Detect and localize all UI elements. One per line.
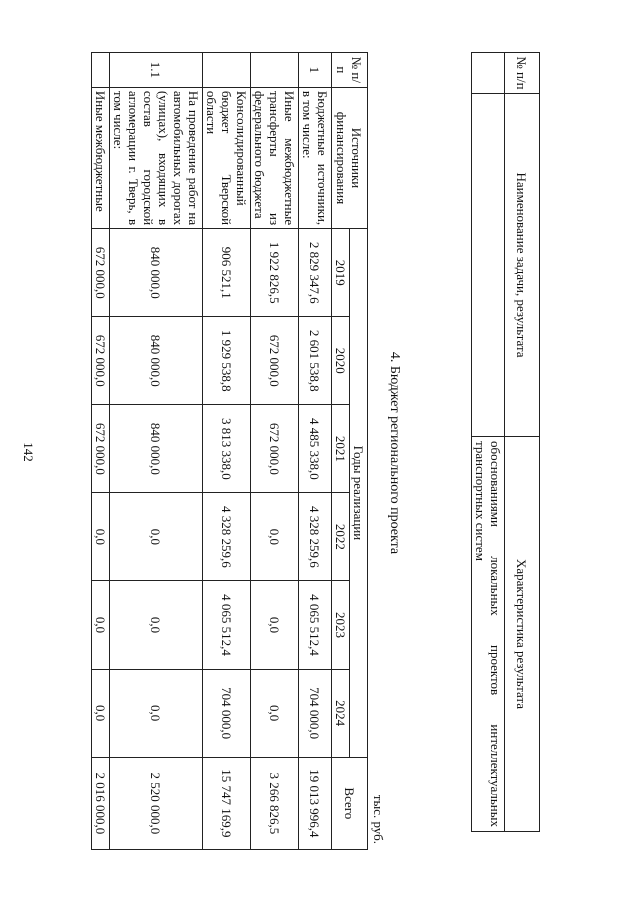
budget-cell-value: 672 000,0	[92, 316, 110, 404]
budget-cell-source: Иные межбюджетные	[92, 87, 110, 228]
budget-row	[299, 52, 332, 849]
budget-cell-value: 4 065 512,4	[299, 580, 332, 668]
budget-row	[203, 52, 251, 849]
results-cell-task	[472, 93, 505, 436]
budget-cell-num: 1	[299, 52, 332, 87]
results-table	[471, 52, 540, 832]
budget-cell-num	[203, 52, 251, 87]
budget-header-year: 2019	[332, 228, 350, 316]
budget-cell-value: 672 000,0	[92, 404, 110, 492]
budget-cell-value: 672 000,0	[251, 316, 299, 404]
budget-header-year: 2023	[332, 580, 350, 668]
budget-cell-value: 0,0	[251, 580, 299, 668]
unit-label: тыс. руб.	[371, 794, 386, 844]
budget-cell-num: 1.1	[110, 52, 203, 87]
budget-cell-value: 0,0	[92, 669, 110, 757]
budget-body	[92, 52, 332, 849]
budget-header-year: 2022	[332, 492, 350, 580]
budget-cell-total: 2 520 000,0	[110, 757, 203, 849]
budget-header-total: Всего	[332, 757, 368, 849]
budget-cell-value: 1 922 826,5	[251, 228, 299, 316]
budget-cell-value: 3 813 338,0	[203, 404, 251, 492]
budget-header-years: Годы реализации	[350, 228, 368, 757]
budget-cell-source: На проведение работ на автомобильных дорогах (улицах), входящих в состав городской агломерации г. Тверь, в том числе:	[110, 87, 203, 228]
budget-cell-num	[251, 52, 299, 87]
budget-header-year: 2024	[332, 669, 350, 757]
budget-cell-value: 1 929 538,8	[203, 316, 251, 404]
budget-row	[92, 52, 110, 849]
section-title: 4. Бюджет регионального проекта	[387, 351, 402, 554]
budget-cell-source: Консолидированный бюджет Тверской области	[203, 87, 251, 228]
budget-header-source: Источники финансирования	[332, 87, 368, 228]
budget-cell-value: 0,0	[92, 492, 110, 580]
results-header-characteristic: Характеристика результата	[505, 436, 540, 831]
budget-row	[251, 52, 299, 849]
results-cell-characteristic: обоснованиями локальных проектов интеллектуальных транспортных систем	[472, 436, 505, 831]
budget-cell-value: 672 000,0	[251, 404, 299, 492]
budget-cell-value: 704 000,0	[299, 669, 332, 757]
budget-header-num: № п/п	[332, 52, 368, 87]
budget-cell-value: 4 485 338,0	[299, 404, 332, 492]
budget-cell-value: 906 521,1	[203, 228, 251, 316]
budget-cell-value: 704 000,0	[203, 669, 251, 757]
budget-cell-num	[92, 52, 110, 87]
budget-cell-value: 0,0	[251, 669, 299, 757]
budget-cell-total: 19 013 996,4	[299, 757, 332, 849]
budget-cell-value: 0,0	[251, 492, 299, 580]
budget-cell-value: 4 328 259,6	[203, 492, 251, 580]
budget-cell-value: 2 829 347,6	[299, 228, 332, 316]
rotated-page-content	[40, 38, 600, 868]
budget-cell-value: 672 000,0	[92, 228, 110, 316]
budget-cell-value: 0,0	[92, 580, 110, 668]
budget-cell-value: 0,0	[110, 669, 203, 757]
budget-header-year: 2020	[332, 316, 350, 404]
budget-table	[91, 52, 368, 850]
budget-cell-source: Бюджетные источники, в том числе:	[299, 87, 332, 228]
budget-row	[110, 52, 203, 849]
budget-cell-value: 4 328 259,6	[299, 492, 332, 580]
results-header-task: Наименование задачи, результата	[505, 93, 540, 436]
budget-header-year: 2021	[332, 404, 350, 492]
budget-cell-value: 840 000,0	[110, 316, 203, 404]
budget-cell-total: 3 266 826,5	[251, 757, 299, 849]
budget-cell-total: 15 747 169,9	[203, 757, 251, 849]
budget-cell-value: 840 000,0	[110, 404, 203, 492]
page-number: 142	[21, 442, 36, 462]
budget-cell-value: 840 000,0	[110, 228, 203, 316]
budget-cell-value: 0,0	[110, 580, 203, 668]
budget-cell-value: 2 601 538,8	[299, 316, 332, 404]
results-header-num: № п/п	[505, 52, 540, 93]
results-cell-num	[472, 52, 505, 93]
budget-cell-value: 0,0	[110, 492, 203, 580]
budget-cell-total: 2 016 000,0	[92, 757, 110, 849]
budget-cell-source: Иные межбюджетные трансферты из федерального бюджета	[251, 87, 299, 228]
budget-cell-value: 4 065 512,4	[203, 580, 251, 668]
